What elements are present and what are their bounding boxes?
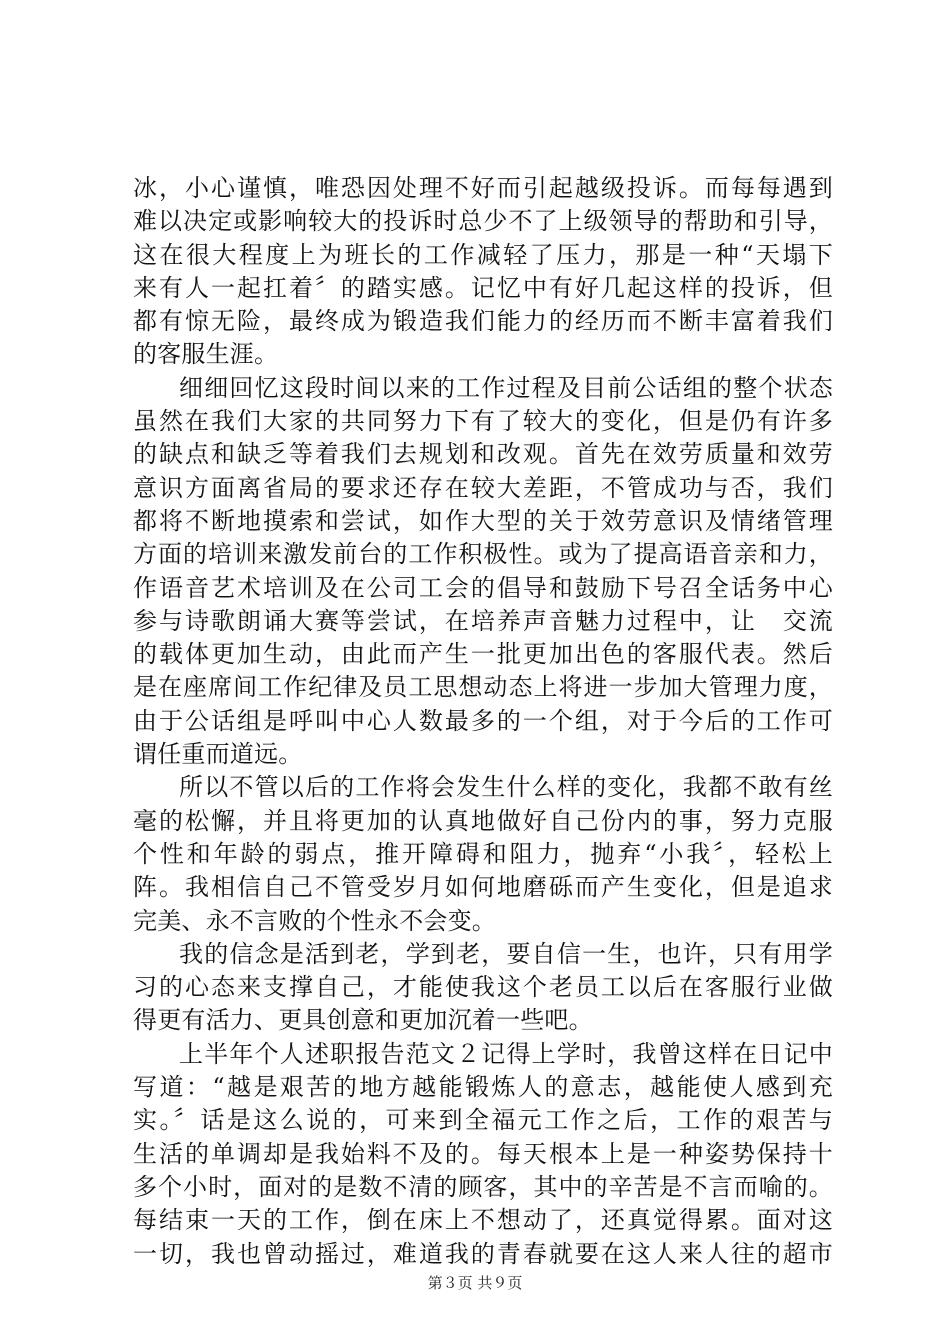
- text-line: 实。〞话是这么说的，可来到全福元工作之后，工作的艰苦与: [133, 1106, 833, 1135]
- text-line: 是在座席间工作纪律及员工思想动态上将进一步加大管理力度，: [133, 673, 833, 702]
- text-line: 完美、永不言败的个性永不会变。: [133, 906, 496, 935]
- paragraph-first-line: 细细回忆这段时间以来的工作过程及目前公话组的整个状态: [179, 373, 833, 402]
- text-line: 作语音艺术培训及在公司工会的倡导和鼓励下号召全话务中心: [133, 573, 833, 602]
- text-line: 由于公话组是呼叫中心人数最多的一个组，对于今后的工作可: [133, 706, 833, 735]
- text-line: 多个小时，面对的是数不清的顾客，其中的辛苦是不言而喻的。: [133, 1172, 833, 1201]
- text-line: 写道：“越是艰苦的地方越能锻炼人的意志，越能使人感到充: [133, 1073, 833, 1102]
- page-number-footer: 第３页 共９页: [427, 1274, 523, 1292]
- text-line: 的客服生涯。: [133, 340, 279, 369]
- text-line: 每结束一天的工作，倒在床上不想动了，还真觉得累。面对这: [133, 1206, 833, 1235]
- text-line: 个性和年龄的弱点，推开障碍和阻力，抛弃“小我〞，轻松上: [133, 839, 833, 868]
- text-line: 虽然在我们大家的共同努力下有了较大的变化，但是仍有许多: [133, 407, 833, 436]
- text-line: 都有惊无险，最终成为锻造我们能力的经历而不断丰富着我们: [133, 307, 833, 336]
- text-line: 都将不断地摸索和尝试，如作大型的关于效劳意识及情绪管理: [133, 506, 833, 535]
- paragraph-first-line: 我的信念是活到老，学到老，要自信一生，也许，只有用学: [179, 939, 833, 968]
- text-line: 的载体更加生动，由此而产生一批更加出色的客服代表。然后: [133, 640, 833, 669]
- text-line: 意识方面离省局的要求还存在较大差距，不管成功与否，我们: [133, 473, 833, 502]
- text-line: 冰，小心谨慎，唯恐因处理不好而引起越级投诉。而每每遇到: [133, 174, 833, 202]
- text-line: 生活的单调却是我始料不及的。每天根本上是一种姿势保持十: [133, 1139, 833, 1168]
- text-line: 得更有活力、更具创意和更加沉着一些吧。: [133, 1006, 593, 1035]
- text-line: 来有人一起扛着〞的踏实感。记忆中有好几起这样的投诉，但: [133, 273, 833, 302]
- text-line: 难以决定或影响较大的投诉时总少不了上级领导的帮助和引导，: [133, 207, 833, 236]
- text-line: 阵。我相信自己不管受岁月如何地磨砾而产生变化，但是追求: [133, 873, 833, 902]
- document-body: [133, 172, 833, 1271]
- text-line: 这在很大程度上为班长的工作减轻了压力，那是一种“天塌下: [133, 240, 833, 269]
- paragraph-first-line: 所以不管以后的工作将会发生什么样的变化，我都不敢有丝: [179, 773, 833, 802]
- text-line: 毫的松懈，并且将更加的认真地做好自己份内的事，努力克服: [133, 806, 833, 835]
- text-line: 一切，我也曾动摇过，难道我的青春就要在这人来人往的超市: [133, 1239, 833, 1268]
- paragraph-first-line: 上半年个人述职报告范文２记得上学时，我曾这样在日记中: [179, 1039, 833, 1068]
- text-line: 谓任重而道远。: [133, 740, 303, 769]
- text-line: 方面的培训来激发前台的工作积极性。或为了提高语音亲和力，: [133, 540, 833, 569]
- text-line: 参与诗歌朗诵大赛等尝试，在培养声音魅力过程中，让 交流: [133, 606, 833, 635]
- text-line: 习的心态来支撑自己，才能使我这个老员工以后在客服行业做: [133, 973, 833, 1002]
- text-line: 的缺点和缺乏等着我们去规划和改观。首先在效劳质量和效劳: [133, 440, 833, 469]
